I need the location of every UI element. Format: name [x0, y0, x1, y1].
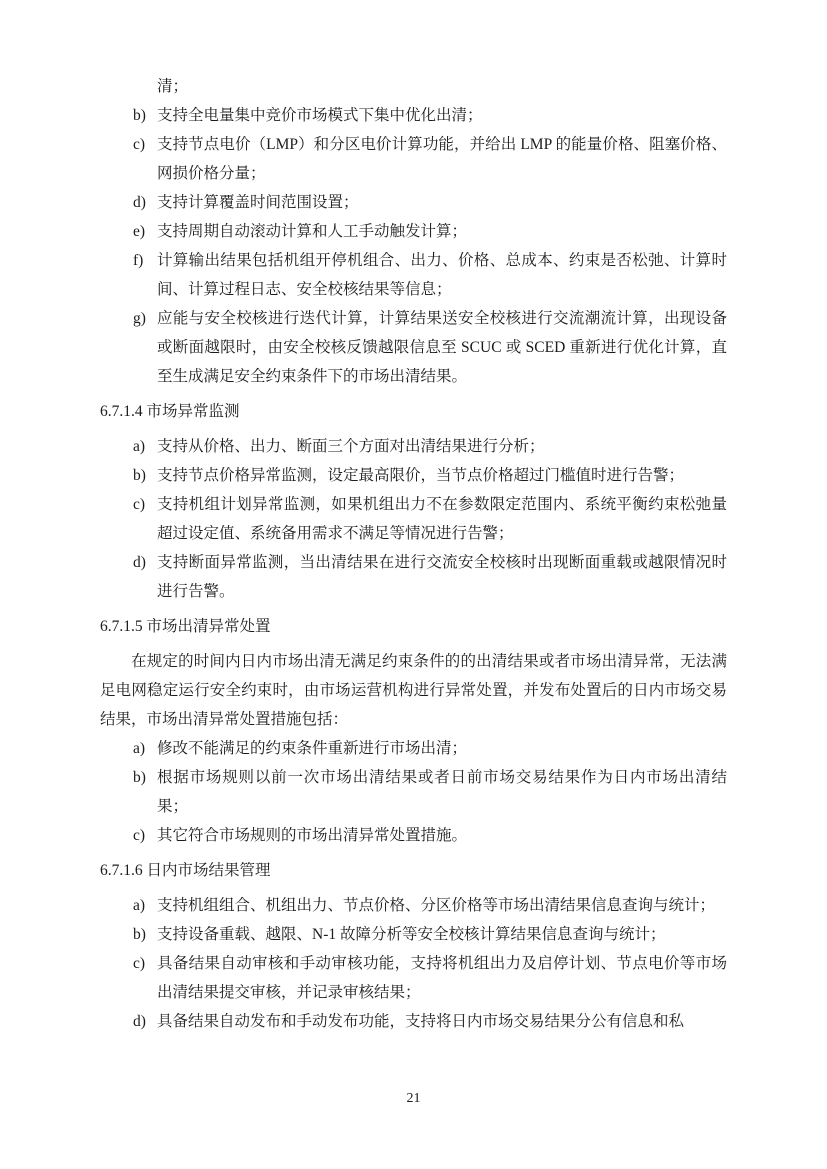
section-market-anomaly-monitoring — [100, 397, 727, 606]
list-item-text: 支持机组计划异常监测，如果机组出力不在参数限定范围内、系统平衡约束松弛量超过设定值、系统备用需求不满足等情况进行告警； — [157, 496, 727, 542]
list-item — [100, 130, 727, 188]
list-item — [100, 548, 727, 606]
list-item-text: 修改不能满足的约束条件重新进行市场出清； — [157, 740, 468, 757]
list-item-label: g) — [133, 310, 146, 327]
list-item — [100, 821, 727, 850]
list-item-label — [133, 72, 157, 101]
list-item-text: 应能与安全校核进行迭代计算，计算结果送安全校核进行交流潮流计算，出现设备或断面越限时，由安全校核反馈越限信息至 SCUC 或 SCED 重新进行优化计算，直至生成满足安全约束条件下的市场出清结果。 — [157, 310, 727, 385]
section-heading: 6.7.1.5 市场出清异常处置 — [100, 618, 271, 635]
list-item-label: a) — [133, 438, 146, 455]
list-item-text: 支持断面异常监测，当出清结果在进行交流安全校核时出现断面重载或越限情况时进行告警。 — [157, 554, 727, 600]
list-item-text: 支持设备重载、越限、N-1 故障分析等安全校核计算结果信息查询与统计； — [157, 926, 666, 943]
list-item — [100, 72, 727, 101]
section-heading: 6.7.1.4 市场异常监测 — [100, 403, 240, 420]
list-item-label: d) — [133, 194, 146, 211]
list-item-label: a) — [133, 897, 146, 914]
list-item — [100, 1007, 727, 1036]
list-item-text: 支持机组组合、机组出力、节点价格、分区价格等市场出清结果信息查询与统计； — [157, 897, 716, 914]
list-item — [100, 304, 727, 391]
list-item-text: 支持计算覆盖时间范围设置； — [157, 194, 359, 211]
section-clearing-exception-handling — [100, 612, 727, 850]
list-item-text: 计算输出结果包括机组开停机组合、出力、价格、总成本、约束是否松弛、计算时间、计算过程日志、安全校核结果等信息； — [157, 252, 727, 298]
list-item-label: f) — [133, 252, 144, 269]
list-item-text: 支持从价格、出力、断面三个方面对出清结果进行分析； — [157, 438, 545, 455]
list-item-label: b) — [133, 107, 146, 124]
list-item — [100, 461, 727, 490]
list-item-label: a) — [133, 740, 146, 757]
page-number: 21 — [406, 1091, 421, 1106]
list-item — [100, 891, 727, 920]
list-item — [100, 432, 727, 461]
list-item — [100, 949, 727, 1007]
list-item — [100, 217, 727, 246]
list-item-label: c) — [133, 136, 146, 153]
document-body — [100, 72, 727, 1036]
list-item — [100, 763, 727, 821]
list-item-label: d) — [133, 1013, 146, 1030]
section-heading: 6.7.1.6 日内市场结果管理 — [100, 862, 271, 879]
list-item-label: c) — [133, 955, 146, 972]
list-item — [100, 490, 727, 548]
list-item — [100, 920, 727, 949]
list-item-label: c) — [133, 496, 146, 513]
list-item — [100, 246, 727, 304]
list-item-label: b) — [133, 769, 146, 786]
list-item-label: e) — [133, 223, 146, 240]
list-item — [100, 101, 727, 130]
section-clearing-calculation — [100, 72, 727, 391]
list-item-label: b) — [133, 467, 146, 484]
list-item-label: c) — [133, 827, 146, 844]
list-item-text: 清； — [157, 78, 189, 95]
list-item-text: 支持全电量集中竞价市场模式下集中优化出清； — [157, 107, 483, 124]
list-item-text: 支持周期自动滚动计算和人工手动触发计算； — [157, 223, 468, 240]
list-item-text: 其它符合市场规则的市场出清异常处置措施。 — [157, 827, 468, 844]
list-item-label: b) — [133, 926, 146, 943]
list-item-text: 支持节点价格异常监测，设定最高限价，当节点价格超过门槛值时进行告警； — [157, 467, 685, 484]
list-item-label: d) — [133, 554, 146, 571]
list-item-text: 根据市场规则以前一次市场出清结果或者日前市场交易结果作为日内市场出清结果； — [157, 769, 727, 815]
list-item — [100, 188, 727, 217]
list-item-text: 具备结果自动发布和手动发布功能，支持将日内市场交易结果分公有信息和私 — [157, 1013, 685, 1030]
section-intraday-market-results — [100, 856, 727, 1036]
list-item — [100, 734, 727, 763]
list-item-text: 具备结果自动审核和手动审核功能，支持将机组出力及启停计划、节点电价等市场出清结果提交审核，并记录审核结果； — [157, 955, 727, 1001]
section-paragraph: 在规定的时间内日内市场出清无满足约束条件的的出清结果或者市场出清异常，无法满足电网稳定运行安全约束时，由市场运营机构进行异常处置，并发布处置后的日内市场交易结果，市场出清异常处置措施包括： — [100, 653, 727, 728]
list-item-text: 支持节点电价（LMP）和分区电价计算功能，并给出 LMP 的能量价格、阻塞价格、网损价格分量； — [157, 136, 727, 182]
